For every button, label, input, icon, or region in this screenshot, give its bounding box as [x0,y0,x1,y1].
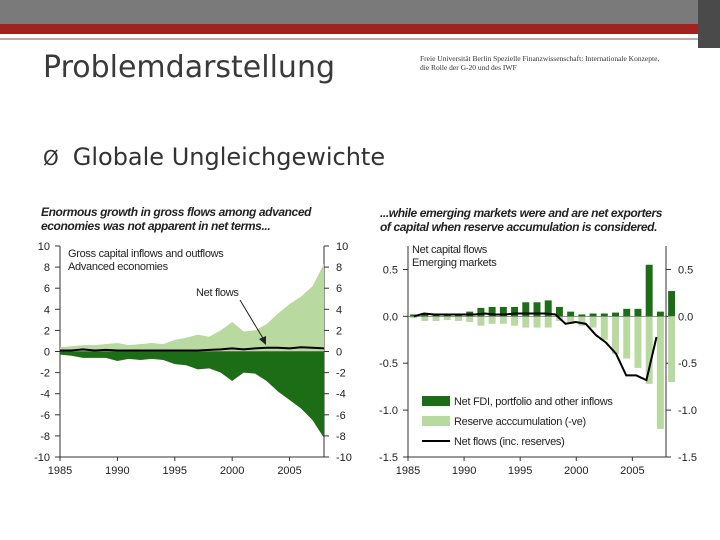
header-divider [0,38,720,40]
chart1-ytick-left: 6 [43,283,50,296]
chart1-ytick-left: 8 [43,262,50,275]
header-corner [698,0,720,48]
chart1-legend-line1: Gross capital inflows and outflows [68,248,224,260]
chart1-area-outflows [60,352,324,439]
chart2-bar-reserves [489,316,496,324]
chart2-xtick: 2000 [564,465,589,477]
bullet-item [43,143,385,171]
chart2-bar-reserves [444,316,451,320]
chart2-ytick-right: -0.5 [678,358,697,371]
chart1-ytick-left: -6 [40,409,50,422]
chart1-area-inflows [60,264,324,352]
header-red-band [0,24,720,34]
chart1-title-line2: economies was not apparent in net terms... [41,219,271,233]
chart2-xtick: 1985 [395,465,421,477]
chart2-ytick-left: -0.5 [379,358,398,371]
chart2-bar-reserves [668,316,675,382]
chart2-bar-reserves [455,316,462,321]
chart2-bar-reserves [421,316,428,321]
header-grey-band [0,0,720,24]
advanced-economies-chart [30,200,360,485]
chart1-xtick: 1985 [47,465,73,477]
chart1-ytick-right: -10 [336,452,352,464]
chart2-xtick: 2005 [620,465,645,477]
chart1-ytick-right: 8 [336,262,343,275]
chart1-ytick-right: -2 [336,367,346,380]
bullet-arrow-icon: Ø [43,146,59,170]
chart2-bar-reserves [500,316,507,324]
chart2-bar-reserves [601,316,608,339]
chart2-bar-inflows [646,265,653,317]
chart2-bar-reserves [634,316,641,368]
chart1-legend-line2: Advanced economies [68,261,168,273]
chart1-title-line1: Enormous growth in gross flows among advanced [41,205,312,219]
chart2-bar-inflows [612,313,619,317]
chart2-ytick-right: -1.0 [678,405,697,418]
chart1-ytick-right: -4 [336,388,346,401]
chart2-bar-reserves [646,316,653,384]
chart2-bar-reserves [466,316,473,322]
chart1-ytick-right: 4 [336,304,343,317]
chart1-xtick: 1995 [162,465,188,477]
chart2-ytick-right: 0.0 [678,311,694,324]
chart1-xtick: 1990 [105,465,130,477]
chart2-legend-label: Reserve acccumulation (-ve) [454,416,586,428]
chart2-ytick-right: 0.5 [678,264,694,277]
chart2-bar-reserves [433,316,440,321]
chart2-bar-reserves [534,316,541,327]
chart2-label-line1: Net capital flows [412,244,487,256]
source-note: Freie Universität Berlin Spezielle Finanzwissenschaft: Internationale Konzepte, die Rolle der G-20 und des IWF [420,54,660,72]
chart1-ytick-right: -6 [336,409,346,422]
chart2-ytick-right: -1.5 [678,452,697,464]
slide-title: Problemdarstellung [43,50,336,85]
chart1-xtick: 2005 [277,465,302,477]
chart2-bar-reserves [477,316,484,325]
chart2-bar-inflows [623,309,630,317]
chart2-label-line2: Emerging markets [412,257,497,269]
chart2-legend-swatch [422,416,450,426]
chart2-bar-inflows [590,314,597,317]
chart2-legend-swatch [422,396,450,406]
chart2-ytick-left: 0.5 [382,264,398,277]
chart1-xtick: 2000 [219,465,245,477]
chart1-ytick-left: -2 [40,367,50,380]
chart1-ytick-left: -8 [40,430,50,443]
chart2-bar-inflows [668,291,675,316]
chart2-bar-reserves [590,316,597,327]
chart2-ytick-left: -1.0 [379,405,398,418]
chart2-ytick-left: -1.5 [379,452,398,464]
emerging-markets-chart [366,200,708,485]
chart2-bar-reserves [657,316,664,429]
chart2-bar-inflows [601,314,608,317]
chart2-bar-reserves [511,316,518,325]
chart1-annotation-net-flows: Net flows [196,287,239,299]
chart1-ytick-right: 6 [336,283,343,296]
chart1-ytick-left: 2 [43,325,50,338]
chart2-bar-reserves [623,316,630,358]
chart1-ytick-right: 0 [336,346,343,359]
slide-header-decoration [0,0,720,48]
chart2-title-line2: of capital when reserve accumulation is considered. [380,220,658,234]
chart2-bar-reserves [522,316,529,327]
chart2-bar-inflows [634,309,641,317]
chart2-title-line1: ...while emerging markets were and are net exporters [380,206,662,220]
chart2-ytick-left: 0.0 [382,311,398,324]
bullet-text: Globale Ungleichgewichte [72,143,386,171]
chart1-ytick-left: -4 [40,388,50,401]
chart2-bar-inflows [657,312,664,317]
chart2-xtick: 1995 [507,465,533,477]
chart1-ytick-right: 10 [336,241,349,253]
chart1-ytick-left: -10 [34,452,50,464]
chart1-ytick-right: 2 [336,325,343,338]
chart1-ytick-left: 0 [43,346,50,359]
chart2-legend-label: Net flows (inc. reserves) [454,436,565,448]
chart2-bar-inflows [511,307,518,316]
chart2-legend-label: Net FDI, portfolio and other inflows [454,396,613,408]
chart1-ytick-left: 4 [43,304,50,317]
chart2-bar-reserves [545,316,552,327]
chart2-bar-reserves [612,316,619,354]
chart2-xtick: 1990 [451,465,477,477]
chart2-bar-inflows [567,312,574,317]
chart1-ytick-left: 10 [37,241,50,253]
chart1-ytick-right: -8 [336,430,346,443]
